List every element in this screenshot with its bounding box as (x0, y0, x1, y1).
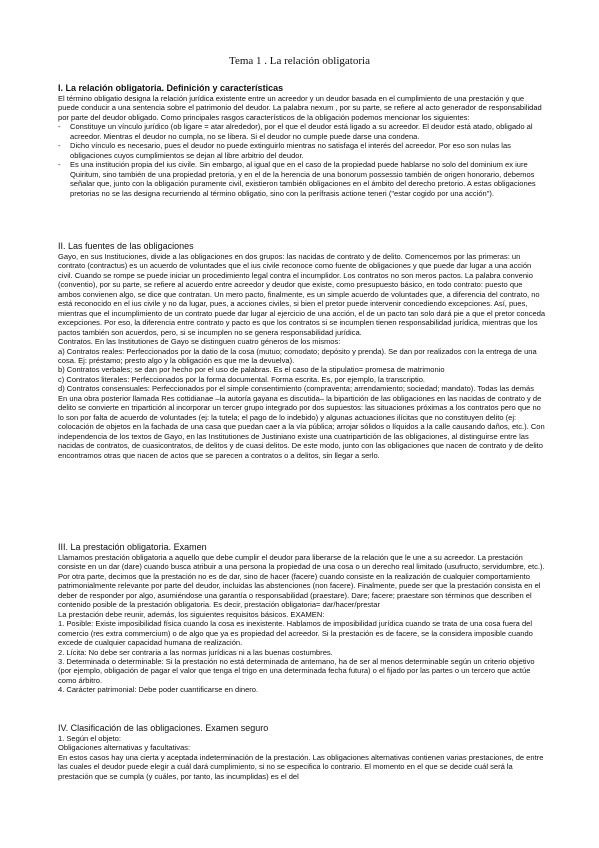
section-4-heading: IV. Clasificación de las obligaciones. Examen seguro (58, 723, 269, 733)
section-3-heading: III. La prestación obligatoria. Examen (58, 542, 207, 552)
section-2-heading: II. Las fuentes de las obligaciones (58, 241, 194, 251)
section-4-subheading: Obligaciones alternativas y facultativas: (58, 743, 191, 753)
bullet-dash: - (58, 122, 61, 132)
requirement-item: 4. Carácter patrimonial: Debe poder cuantificarse en dinero. (58, 685, 259, 695)
section-4-subheading: 1. Según el objeto: (58, 734, 121, 743)
section-2-contracts-intro: Contratos. En las Institutiones de Gayo se distinguen cuatro géneros de los mismos: (58, 337, 341, 347)
bullet-text: Constituye un vínculo jurídico (ob ligare = atar alrededor), por el que el deudor está ligado a su acreedor. El deudor está atado, obligado al acreedor. Mientras el deudor no cumpla, no se libera. Si el deudor no cumple puede darse una condena. (70, 122, 533, 141)
section-2-paragraph: En una obra posterior llamada Res cottidianae –la autoría gayana es discutida– la bipartición de las obligaciones en las nacidas de contrato y de delito se convierte en tripartición al incorporar un tercer grupo integrado por dos supuestos: las situaciones próximas a los contratos pero que no lo son por falta de acuerdo de voluntades (ej: la tutela; el pago de lo indebido) y algunas actuaciones ilícitas que no constituyen delito (ej: colocación de objetos en la fachada de una casa que puedan caer a la vía pública; arrojar sólidos o líquidos a la calle causando daños, etc.). Con independencia de los textos de Gayo, en las Institutiones de Justiniano existe una cuatripartición de las obligaciones, al distinguirse entre las nacidas de contratos, de cuasicontratos, de delitos y de cuasi delitos. De este modo, junto con las obligaciones que nacen de contrato y de delito encontramos otras que nacen de actos que se parecen a contratos o a delitos, sin llegar a serlo. (58, 393, 545, 460)
contract-type-item: a) Contratos reales: Perfeccionados por la datio de la cosa (mutuo; comodato; depósito y prenda). Se dan por realizados con la entrega de una cosa. Ej: préstamo; presto algo y la obligación es que me la devuelva). (58, 346, 537, 365)
section-3-requirements-intro: La prestación debe reunir, además, los siguientes requisitos básicos. EXAMEN: (58, 609, 325, 619)
section-3-paragraph: Llamamos prestación obligatoria a aquello que debe cumplir el deudor para liberarse de la relación que le une a su acreedor. La prestación consiste en un dar (dare) cuando busca atribuir a una persona la propiedad de una cosa o un derecho real limitado (usufructo, servidumbre, etc.). Por otra parte, decimos que la prestación no es de dar, sino de hacer (facere) cuando consiste en la realización de cualquier comportamiento patrimonialmente relevante por parte del deudor, incluidas las abstenciones (non facere). Finalmente, puede ser que la prestación consista en el deber de responder por algo, asumiéndose una garantía o responsabilidad (praestare). Dare; facere; praestare son términos que describen el contenido posible de la prestación obligatoria. Es decir, prestación obligatoria= dar/hacer/prestar (58, 553, 545, 610)
section-1 (58, 83, 546, 198)
requirement-item: 3. Determinada o determinable: Si la prestación no está determinada de antemano, ha de ser al menos determinable según un criterio objetivo (por ejemplo, obligación de pagar el valor que tenga el trigo en una determinada fecha futura) o el fijado por las partes o un tercero que actúe como árbitro. (58, 656, 535, 685)
contract-type-item: d) Contratos consensuales: Perfeccionados por el simple consentimiento (compraventa; arrendamiento; sociedad; mandato). Todas las demás (58, 384, 534, 394)
section-1-paragraph: El término obligatio designa la relación jurídica existente entre un acreedor y un deudor basada en el cumplimiento de una prestación y que puede conducir a una sentencia sobre el patrimonio del deudor. La palabra nexum , por su parte, se refiere al acto generador de responsabilidad por parte del deudor obligado. Como principales rasgos característicos de la obligación podemos mencionar los siguientes: (58, 94, 542, 122)
section-1-bullet (58, 160, 546, 198)
contract-type-item: c) Contratos literales: Perfeccionados por la forma documental. Forma escrita. Es, por ejemplo, la transcriptio. (58, 374, 426, 384)
section-2 (58, 241, 546, 460)
contract-type-item: b) Contratos verbales; se dan por hecho por el uso de palabras. Es el caso de la stipulatio= promesa de matrimonio (58, 365, 445, 375)
bullet-dash: - (58, 141, 61, 151)
section-1-bullet (58, 122, 546, 141)
bullet-text: Es una institución propia del ius civile. Sin embargo, al igual que en el caso de la propiedad puede hablarse no solo del dominium ex iure Quiritum, sino también de una propiedad pretoria, y en el de la herencia de una bonorum possessio también de origen honorario, debemos señalar que, junto con la obligación puramente civil, existieron también obligaciones en el ámbito del derecho pretorio. A estas obligaciones pretorias no se las designa recurriendo al término obligatio, sino con la perífrasis actione teneri ("estar cogido por una acción"). (70, 160, 536, 198)
section-4 (58, 723, 546, 781)
requirement-item: 1. Posible: Existe imposibilidad física cuando la cosa es inexistente. Hablamos de imposibilidad jurídica cuando se trata de una cosa fuera del comercio (res extra commercium) o de algo que ya es propiedad del acreedor. Si la prestación es de facere, se la considera imposible cuando excede de cualquier capacidad humana de realización. (58, 619, 533, 648)
bullet-text: Dicho vínculo es necesario, pues el deudor no puede extinguirlo mientras no satisfaga el interés del acreedor. Por eso son nulas las obligaciones cuyos cumplimientos se dejan al libre arbitrio del deudor. (70, 141, 511, 160)
section-3 (58, 542, 546, 695)
section-1-heading: I. La relación obligatoria. Definición y características (58, 83, 284, 93)
section-4-paragraph: En estos casos hay una cierta y aceptada indeterminación de la prestación. Las obligaciones alternativas contienen varias prestaciones, de entre las cuales el deudor puede elegir a cuál dará cumplimiento, si no se especifica lo contrario. El momento en el que se decide cuál será la prestación que se cumpla (y cuáles, por tanto, las incumplidas) es el del (58, 752, 544, 781)
requirement-item: 2. Lícita: No debe ser contraria a las normas jurídicas ni a las buenas costumbres. (58, 647, 333, 657)
section-2-paragraph: Gayo, en sus Instituciones, divide a las obligaciones en dos grupos: las nacidas de contrato y de delito. Comencemos por las primeras: un contrato (contractus) es un acuerdo de voluntades que el ius civile reconoce como fuente de obligaciones y que puede dar lugar a una acción civil. Cuando se rompe se puede iniciar un procedimiento legal contra el incumplidor. Los contratos no son meros pactos. La palabra convenio (conventio), por su parte, se refiere al acuerdo entre acreedor y deudor que existe, como presupuesto básico, en todo contrato: puesto que ambos convienen algo, se dice que contratan. Un mero pacto, finalmente, es un simple acuerdo de voluntades que, a diferencia del contrato, no está reconocido en el ius civile y no da lugar, pues, a acciones civiles, si bien el pretor puede intervenir concediendo excepciones. Así, pues, mientras que el incumplimiento de un contrato puede dar lugar al ejercicio de una acción, el de un pacto tan solo dará pie a que el pretor conceda excepciones. Por eso, la diferencia entre contrato y pacto es que los contratos si se incumplen tienen responsabilidad jurídica, mientras que los pactos también son acuerdos, pero, si se incumplen no se genera responsabilidad jurídica. (58, 252, 546, 337)
section-1-bullet (58, 141, 546, 160)
document-title: Tema 1 . La relación obligatoria (229, 55, 370, 67)
bullet-dash: - (58, 160, 61, 170)
